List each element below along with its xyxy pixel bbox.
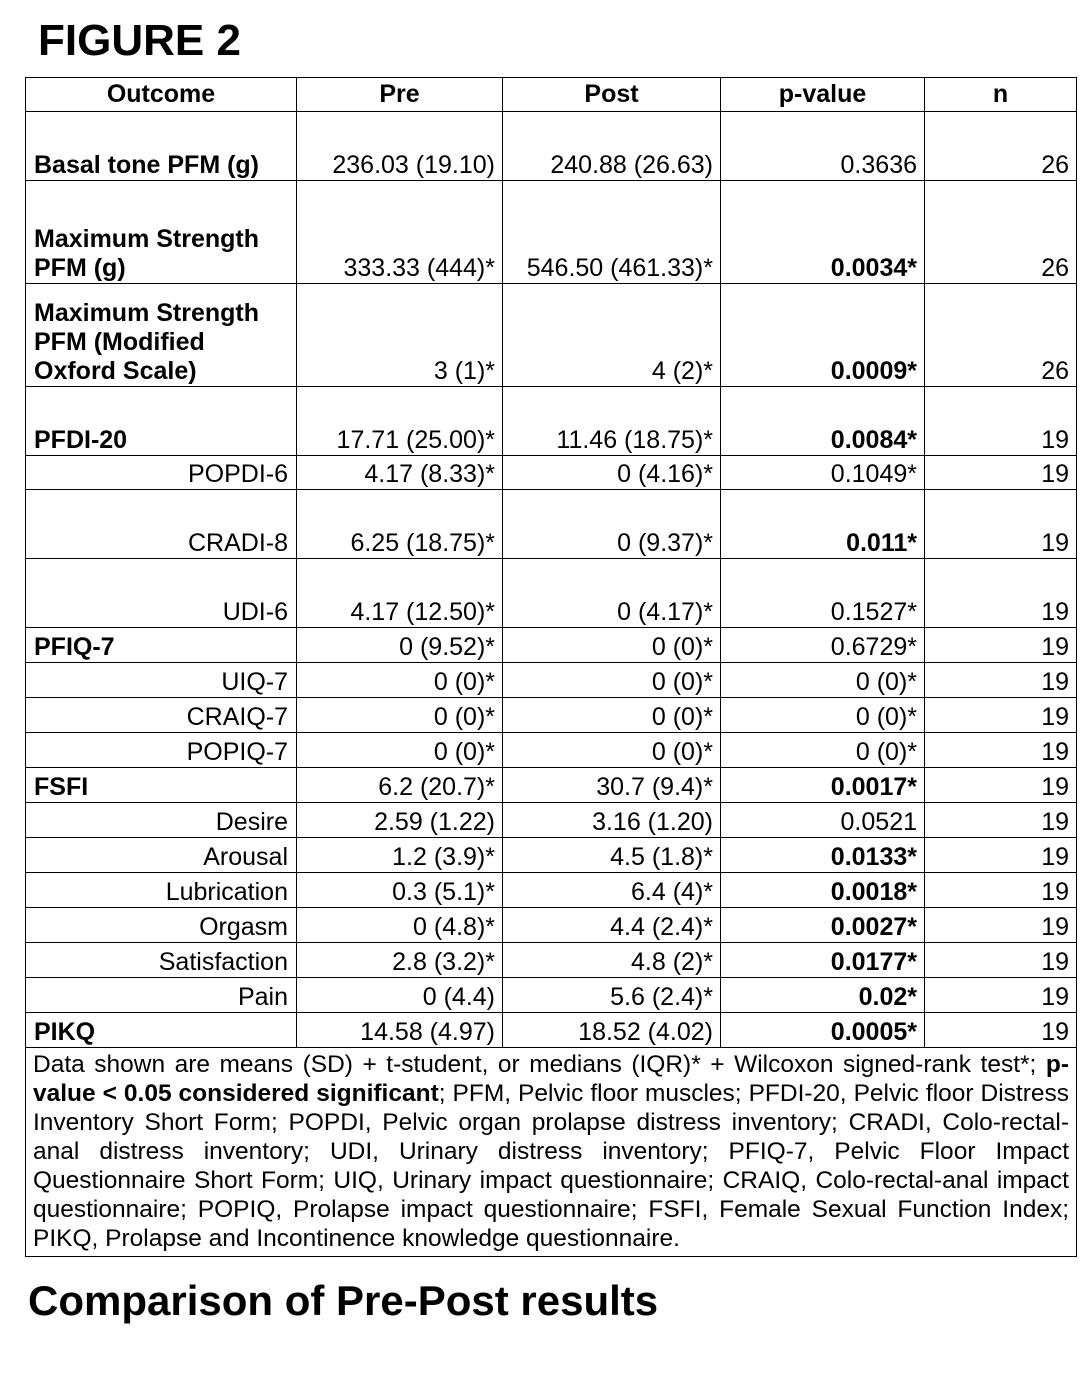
p-value-cell: 0.0009*	[721, 284, 925, 387]
p-value-cell: 0.3636	[721, 112, 925, 181]
p-value-cell: 0.1527*	[721, 559, 925, 628]
pre-cell: 0 (4.8)*	[297, 908, 503, 943]
table-row	[26, 838, 1077, 873]
n-cell: 19	[925, 978, 1077, 1013]
n-cell: 19	[925, 838, 1077, 873]
table-row	[26, 181, 1077, 284]
p-value-cell: 0.0005*	[721, 1013, 925, 1048]
table-row	[26, 456, 1077, 490]
n-cell: 19	[925, 698, 1077, 733]
pre-cell: 236.03 (19.10)	[297, 112, 503, 181]
p-value-cell: 0.1049*	[721, 456, 925, 490]
p-value-cell: 0.0034*	[721, 181, 925, 284]
p-value-cell: 0.011*	[721, 490, 925, 559]
post-cell: 4 (2)*	[503, 284, 721, 387]
post-cell: 0 (9.37)*	[503, 490, 721, 559]
table-header-row	[26, 78, 1077, 112]
post-cell: 5.6 (2.4)*	[503, 978, 721, 1013]
p-value-cell: 0.02*	[721, 978, 925, 1013]
table-row	[26, 733, 1077, 768]
results-table	[25, 77, 1077, 1257]
outcome-cell: Satisfaction	[26, 943, 297, 978]
post-cell: 11.46 (18.75)*	[503, 387, 721, 456]
pre-cell: 0 (0)*	[297, 733, 503, 768]
table-row	[26, 908, 1077, 943]
pre-cell: 333.33 (444)*	[297, 181, 503, 284]
pre-cell: 1.2 (3.9)*	[297, 838, 503, 873]
post-cell: 3.16 (1.20)	[503, 803, 721, 838]
post-cell: 546.50 (461.33)*	[503, 181, 721, 284]
table-row	[26, 628, 1077, 663]
outcome-cell: Lubrication	[26, 873, 297, 908]
outcome-cell: Arousal	[26, 838, 297, 873]
pre-cell: 4.17 (12.50)*	[297, 559, 503, 628]
outcome-cell: PFDI-20	[26, 387, 297, 456]
pre-cell: 6.2 (20.7)*	[297, 768, 503, 803]
header-p-value: p-value	[721, 78, 925, 112]
outcome-cell: CRADI-8	[26, 490, 297, 559]
header-n: n	[925, 78, 1077, 112]
pre-cell: 2.8 (3.2)*	[297, 943, 503, 978]
n-cell: 19	[925, 387, 1077, 456]
table-row	[26, 284, 1077, 387]
post-cell: 240.88 (26.63)	[503, 112, 721, 181]
post-cell: 0 (4.16)*	[503, 456, 721, 490]
table-row	[26, 387, 1077, 456]
pre-cell: 0 (9.52)*	[297, 628, 503, 663]
outcome-cell: PIKQ	[26, 1013, 297, 1048]
table-footnote-row	[26, 1048, 1077, 1257]
p-value-cell: 0 (0)*	[721, 733, 925, 768]
p-value-cell: 0 (0)*	[721, 663, 925, 698]
table-row	[26, 873, 1077, 908]
pre-cell: 6.25 (18.75)*	[297, 490, 503, 559]
post-cell: 6.4 (4)*	[503, 873, 721, 908]
header-pre: Pre	[297, 78, 503, 112]
outcome-cell: POPDI-6	[26, 456, 297, 490]
p-value-cell: 0.6729*	[721, 628, 925, 663]
n-cell: 19	[925, 663, 1077, 698]
footnote-text-2: ; PFM, Pelvic floor muscles; PFDI-20, Pelvic floor Distress Inventory Short Form; POPDI, Pelvic organ prolapse distress inventory; CRADI, Colo-rectal-anal distress inventory; UDI, Urinary distress inventory; PFIQ-7, Pelvic Floor Impact Questionnaire Short Form; UIQ, Urinary impact questionnaire; CRAIQ, Colo-rectal-anal impact questionnaire; POPIQ, Prolapse impact questionnaire; FSFI, Female Sexual Function Index; PIKQ, Prolapse and Incontinence knowledge questionnaire.	[33, 1080, 1069, 1252]
outcome-cell: CRAIQ-7	[26, 698, 297, 733]
table-row	[26, 978, 1077, 1013]
outcome-cell: Orgasm	[26, 908, 297, 943]
outcome-cell: UIQ-7	[26, 663, 297, 698]
footnote-significance: p-value < 0.05 considered significant	[33, 1051, 1069, 1107]
pre-cell: 0 (4.4)	[297, 978, 503, 1013]
outcome-cell: POPIQ-7	[26, 733, 297, 768]
table-row	[26, 698, 1077, 733]
post-cell: 4.8 (2)*	[503, 943, 721, 978]
outcome-cell: Maximum Strength PFM (Modified Oxford Scale)	[26, 284, 297, 387]
table-row	[26, 943, 1077, 978]
post-cell: 0 (0)*	[503, 733, 721, 768]
post-cell: 30.7 (9.4)*	[503, 768, 721, 803]
outcome-cell: Pain	[26, 978, 297, 1013]
post-cell: 0 (0)*	[503, 698, 721, 733]
figure-title: FIGURE 2	[38, 16, 241, 65]
table-row	[26, 803, 1077, 838]
n-cell: 19	[925, 908, 1077, 943]
n-cell: 19	[925, 733, 1077, 768]
outcome-cell: Maximum Strength PFM (g)	[26, 181, 297, 284]
table-row	[26, 112, 1077, 181]
p-value-cell: 0.0521	[721, 803, 925, 838]
n-cell: 19	[925, 873, 1077, 908]
pre-cell: 0 (0)*	[297, 663, 503, 698]
outcome-cell: FSFI	[26, 768, 297, 803]
footnote-text-1: Data shown are means (SD) + t-student, or medians (IQR)* + Wilcoxon signed-rank test*;	[33, 1051, 1037, 1078]
pre-cell: 3 (1)*	[297, 284, 503, 387]
p-value-cell: 0.0018*	[721, 873, 925, 908]
outcome-cell: Desire	[26, 803, 297, 838]
pre-cell: 4.17 (8.33)*	[297, 456, 503, 490]
p-value-cell: 0.0177*	[721, 943, 925, 978]
post-cell: 0 (0)*	[503, 628, 721, 663]
table-footnote	[26, 1048, 1077, 1257]
n-cell: 19	[925, 628, 1077, 663]
post-cell: 0 (0)*	[503, 663, 721, 698]
pre-cell: 2.59 (1.22)	[297, 803, 503, 838]
outcome-cell: Basal tone PFM (g)	[26, 112, 297, 181]
n-cell: 19	[925, 803, 1077, 838]
n-cell: 19	[925, 768, 1077, 803]
pre-cell: 0 (0)*	[297, 698, 503, 733]
p-value-cell: 0.0133*	[721, 838, 925, 873]
p-value-cell: 0.0027*	[721, 908, 925, 943]
post-cell: 4.5 (1.8)*	[503, 838, 721, 873]
header-outcome: Outcome	[26, 78, 297, 112]
post-cell: 0 (4.17)*	[503, 559, 721, 628]
outcome-cell: PFIQ-7	[26, 628, 297, 663]
post-cell: 4.4 (2.4)*	[503, 908, 721, 943]
n-cell: 19	[925, 456, 1077, 490]
p-value-cell: 0.0017*	[721, 768, 925, 803]
n-cell: 19	[925, 1013, 1077, 1048]
n-cell: 26	[925, 112, 1077, 181]
table-row	[26, 1013, 1077, 1048]
post-cell: 18.52 (4.02)	[503, 1013, 721, 1048]
table-row	[26, 768, 1077, 803]
pre-cell: 0.3 (5.1)*	[297, 873, 503, 908]
header-post: Post	[503, 78, 721, 112]
table-row	[26, 663, 1077, 698]
pre-cell: 17.71 (25.00)*	[297, 387, 503, 456]
n-cell: 19	[925, 490, 1077, 559]
pre-cell: 14.58 (4.97)	[297, 1013, 503, 1048]
n-cell: 19	[925, 559, 1077, 628]
n-cell: 26	[925, 181, 1077, 284]
table-row	[26, 559, 1077, 628]
outcome-cell: UDI-6	[26, 559, 297, 628]
figure-caption: Comparison of Pre-Post results	[28, 1277, 659, 1324]
p-value-cell: 0 (0)*	[721, 698, 925, 733]
table-row	[26, 490, 1077, 559]
p-value-cell: 0.0084*	[721, 387, 925, 456]
n-cell: 26	[925, 284, 1077, 387]
n-cell: 19	[925, 943, 1077, 978]
